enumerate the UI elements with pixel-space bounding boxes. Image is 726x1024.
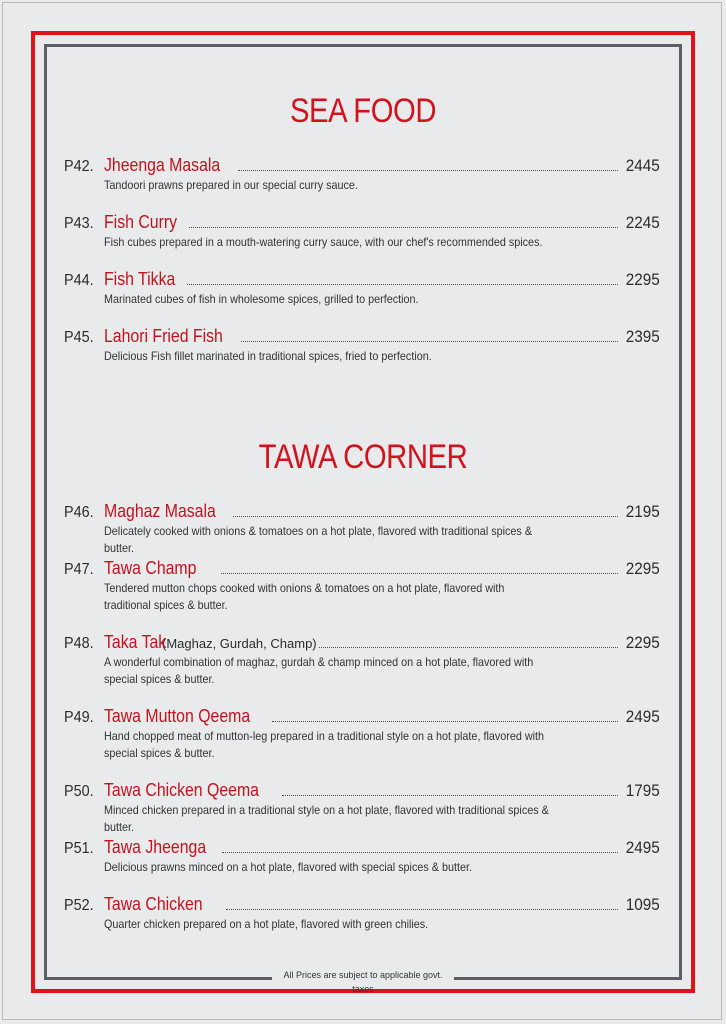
item-description: A wonderful combination of maghaz, gurdah & champ minced on a hot plate, flavored with special spices & butter. bbox=[104, 655, 534, 686]
item-code: P51. bbox=[64, 840, 94, 857]
menu-item-p50 bbox=[64, 780, 660, 836]
menu-item-p48 bbox=[64, 632, 660, 688]
menu-item-p52 bbox=[64, 894, 660, 933]
menu-item-p46 bbox=[64, 501, 660, 557]
item-description: Tendered mutton chops cooked with onions & tomatoes on a hot plate, flavored with traditional spices & butter. bbox=[104, 581, 505, 612]
item-price: 2195 bbox=[625, 502, 660, 521]
item-name: Tawa Chicken Qeema bbox=[104, 780, 259, 800]
dot-leader bbox=[189, 226, 618, 228]
dot-leader bbox=[241, 340, 618, 342]
menu-item-p49 bbox=[64, 706, 660, 762]
item-description: Delicious Fish fillet marinated in traditional spices, fried to perfection. bbox=[104, 349, 432, 363]
dot-leader bbox=[319, 646, 619, 648]
item-code: P44. bbox=[64, 272, 94, 289]
item-code: P43. bbox=[64, 215, 94, 232]
item-code: P49. bbox=[64, 709, 94, 726]
menu-item-p43 bbox=[64, 212, 660, 251]
dot-leader bbox=[282, 794, 618, 796]
item-name: Maghaz Masala bbox=[104, 501, 216, 521]
item-price: 2295 bbox=[625, 559, 660, 578]
item-name: Fish Tikka bbox=[104, 269, 176, 289]
section-title-sea-food: SEA FOOD bbox=[289, 92, 437, 130]
item-code: P50. bbox=[64, 783, 94, 800]
menu-item-p47 bbox=[64, 558, 660, 614]
menu-item-p42 bbox=[64, 155, 660, 194]
item-price: 2495 bbox=[625, 707, 660, 726]
item-description: Delicious prawns minced on a hot plate, flavored with special spices & butter. bbox=[104, 860, 473, 874]
item-code: P52. bbox=[64, 897, 94, 914]
item-description: Quarter chicken prepared on a hot plate, flavored with green chilies. bbox=[104, 917, 429, 931]
menu-item-p44 bbox=[64, 269, 660, 308]
item-price: 2245 bbox=[625, 213, 660, 232]
item-name: Taka Tak bbox=[104, 632, 167, 652]
item-code: P47. bbox=[64, 561, 94, 578]
item-name: Tawa Chicken bbox=[104, 894, 203, 914]
item-name: Tawa Champ bbox=[104, 558, 197, 578]
menu-item-p51 bbox=[64, 837, 660, 876]
tax-footnote: All Prices are subject to applicable govt. taxes bbox=[272, 968, 454, 982]
item-description: Marinated cubes of fish in wholesome spices, grilled to perfection. bbox=[104, 292, 419, 306]
item-price: 2295 bbox=[625, 270, 660, 289]
item-description: Fish cubes prepared in a mouth-watering curry sauce, with our chef's recommended spices. bbox=[104, 235, 543, 249]
item-price: 2445 bbox=[625, 156, 660, 175]
item-description: Delicately cooked with onions & tomatoes on a hot plate, flavored with traditional spices & butter. bbox=[104, 524, 533, 555]
item-price: 2495 bbox=[625, 838, 660, 857]
item-name: Tawa Jheenga bbox=[104, 837, 207, 857]
dot-leader bbox=[272, 720, 618, 722]
item-description: Hand chopped meat of mutton-leg prepared in a traditional style on a hot plate, flavored with special spices & butter. bbox=[104, 729, 545, 760]
dot-leader bbox=[226, 908, 618, 910]
dot-leader bbox=[222, 851, 618, 853]
dot-leader bbox=[187, 283, 618, 285]
item-code: P42. bbox=[64, 158, 94, 175]
item-subtitle: (Maghaz, Gurdah, Champ) bbox=[162, 636, 317, 651]
dot-leader bbox=[233, 515, 618, 517]
item-name: Tawa Mutton Qeema bbox=[104, 706, 251, 726]
item-name: Jheenga Masala bbox=[104, 155, 221, 175]
item-description: Tandoori prawns prepared in our special curry sauce. bbox=[104, 178, 358, 192]
section-title-tawa-corner: TAWA CORNER bbox=[258, 438, 468, 476]
dot-leader bbox=[221, 572, 618, 574]
item-code: P48. bbox=[64, 635, 94, 652]
dot-leader bbox=[238, 169, 618, 171]
menu-item-p45 bbox=[64, 326, 660, 365]
item-description: Minced chicken prepared in a traditional style on a hot plate, flavored with traditional spices & butter. bbox=[104, 803, 549, 834]
item-name: Lahori Fried Fish bbox=[104, 326, 223, 346]
item-price: 1795 bbox=[625, 781, 660, 800]
item-code: P45. bbox=[64, 329, 94, 346]
item-price: 1095 bbox=[625, 895, 660, 914]
item-price: 2295 bbox=[625, 633, 660, 652]
item-price: 2395 bbox=[625, 327, 660, 346]
item-code: P46. bbox=[64, 504, 94, 521]
item-name: Fish Curry bbox=[104, 212, 178, 232]
